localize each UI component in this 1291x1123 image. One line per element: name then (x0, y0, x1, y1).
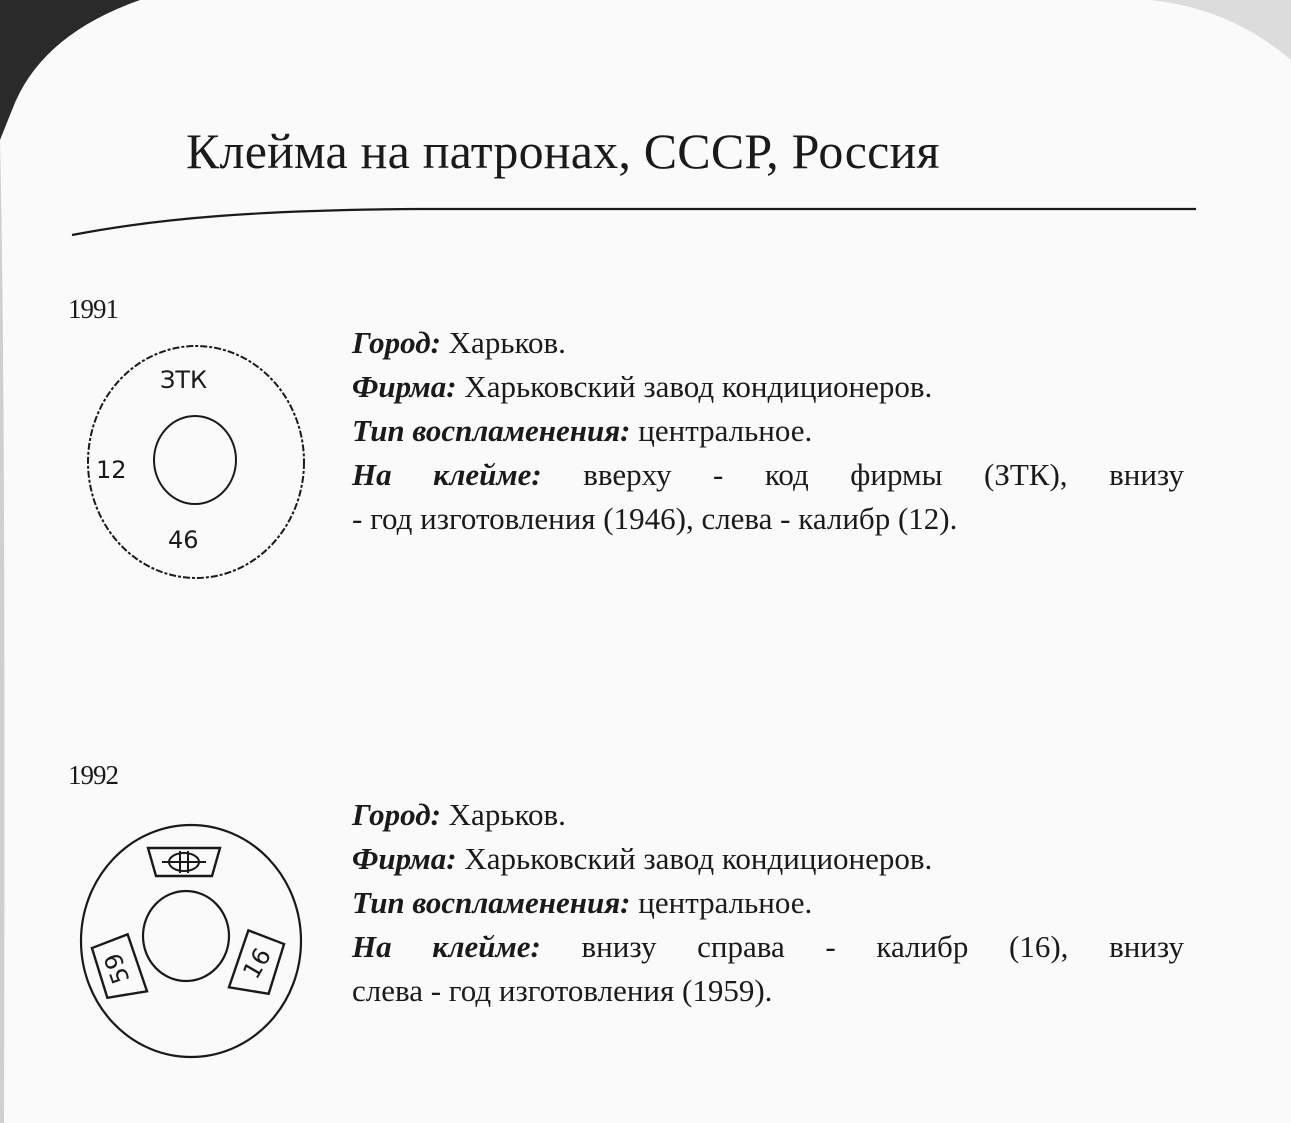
entry-description (352, 321, 1184, 541)
stamp-drawing (76, 820, 306, 1064)
entry-number: 1991 (68, 294, 118, 324)
firm-label: Фирма: (352, 841, 457, 876)
mark-text-line1: внизу справа - калибр (16), внизу (581, 929, 1184, 964)
firm-value: Харьковский завод кондиционеров. (464, 841, 933, 876)
ignition-label: Тип воспламенения: (352, 885, 631, 920)
mark-label: На клейме: (352, 457, 542, 492)
stamp-bottom-left-year: 59 (98, 949, 136, 988)
firm-value: Харьковский завод кондиционеров. (464, 369, 933, 404)
city-label: Город: (352, 325, 441, 360)
city-value: Харьков. (448, 325, 566, 360)
page-title: Клейма на патронах, СССР, Россия (186, 123, 940, 179)
entry-description (352, 793, 1184, 1013)
mark-text-line2: - год изготовления (1946), слева - калибр (12). (352, 501, 958, 536)
entry-number: 1992 (68, 760, 118, 790)
stamp-bottom-right-caliber: 16 (237, 943, 277, 984)
city-label: Город: (352, 797, 441, 832)
company-logo-icon (148, 848, 220, 876)
ignition-value: центральное. (638, 413, 813, 448)
firm-label: Фирма: (352, 369, 457, 404)
mark-text-line2: слева - год изготовления (1959). (352, 973, 773, 1008)
mark-label: На клейме: (352, 929, 541, 964)
stamp-left-caliber: 12 (96, 456, 127, 484)
city-value: Харьков. (448, 797, 566, 832)
ignition-label: Тип воспламенения: (352, 413, 631, 448)
stamp-bottom-year: 46 (168, 526, 199, 554)
mark-text-line1: вверху - код фирмы (ЗТК), внизу (583, 457, 1185, 492)
ignition-value: центральное. (638, 885, 813, 920)
stamp-drawing (82, 340, 310, 584)
stamp-top-code: ЗТК (160, 366, 208, 394)
